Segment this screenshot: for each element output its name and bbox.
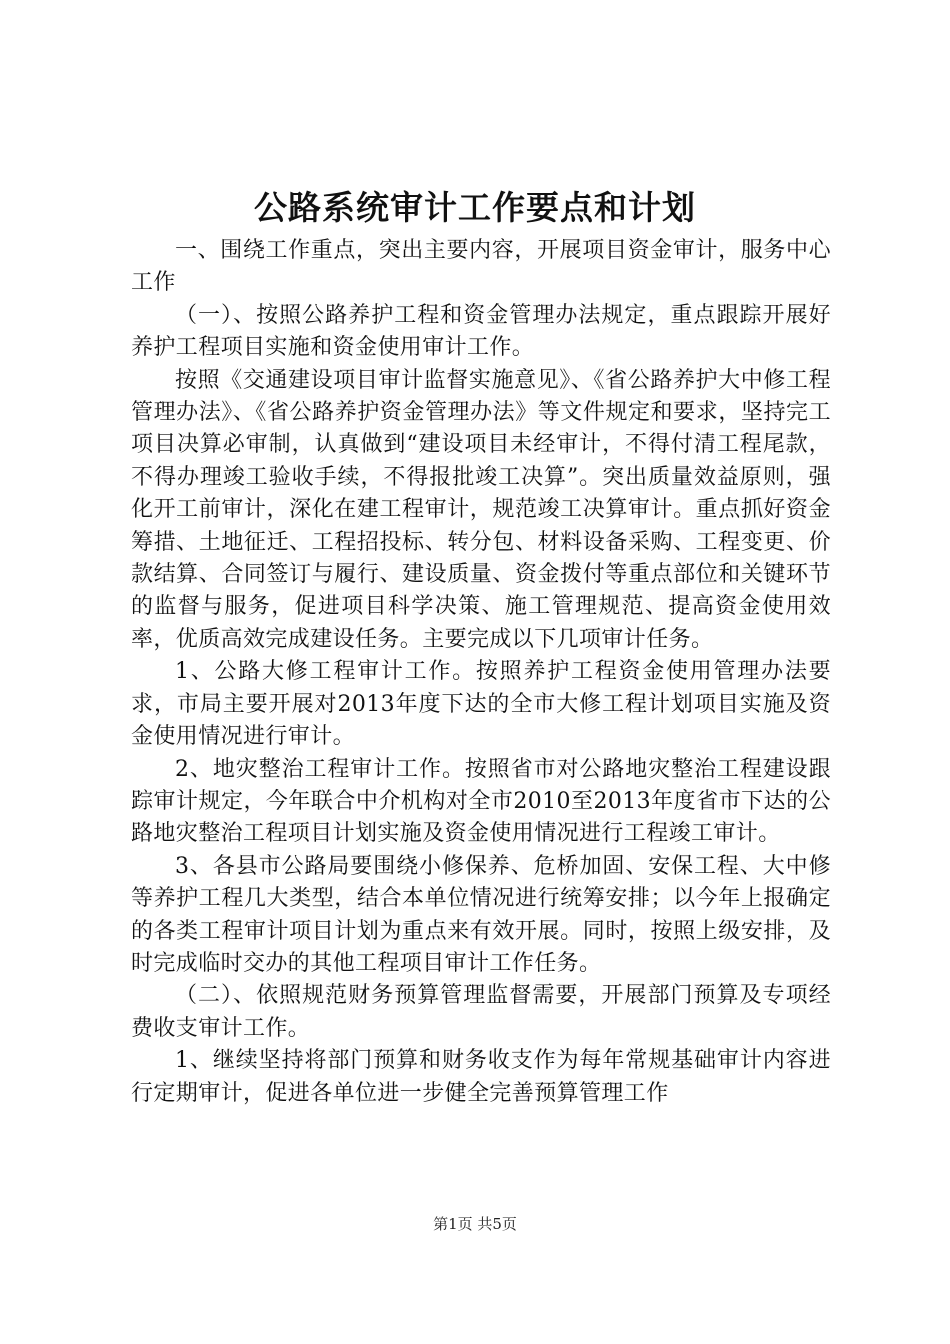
document-body <box>131 235 831 1110</box>
paragraph-item-4: 1、继续坚持将部门预算和财务收支作为每年常规基础审计内容进行定期审计，促进各单位进一步健全完善预算管理工作 <box>131 1048 831 1106</box>
document-title: 公路系统审计工作要点和计划 <box>254 188 696 227</box>
paragraph-item-1: 1、公路大修工程审计工作。按照养护工程资金使用管理办法要求，市局主要开展对2013年度下达的全市大修工程计划项目实施及资金使用情况进行审计。 <box>131 659 831 750</box>
paragraph-item-3: 3、各县市公路局要围绕小修保养、危桥加固、安保工程、大中修等养护工程几大类型，结合本单位情况进行统筹安排；以今年上报确定的各类工程审计项目计划为重点来有效开展。同时，按照上级安排，及时完成临时交办的其他工程项目审计工作任务。 <box>131 853 831 976</box>
paragraph-subsection-2: （二）、依照规范财务预算管理监督需要，开展部门预算及专项经费收支审计工作。 <box>131 983 831 1041</box>
paragraph-subsection-1: （一）、按照公路养护工程和资金管理办法规定，重点跟踪开展好养护工程项目实施和资金使用审计工作。 <box>131 302 831 361</box>
page-footer: 第1页 共5页 <box>433 1215 517 1233</box>
paragraph-section-1: 一、围绕工作重点，突出主要内容，开展项目资金审计，服务中心工作 <box>131 238 831 296</box>
paragraph-requirements: 按照《交通建设项目审计监督实施意见》、《省公路养护大中修工程管理办法》、《省公路养护资金管理办法》等文件规定和要求，坚持完工项目决算必审制，认真做到“建设项目未经审计，不得付清工程尾款，不得办理竣工验收手续，不得报批竣工决算”。突出质量效益原则，强化开工前审计，深化在建工程审计，规范竣工决算审计。重点抓好资金筹措、土地征迁、工程招投标、转分包、材料设备采购、工程变更、价款结算、合同签订与履行、建设质量、资金拨付等重点部位和关键环节的监督与服务，促进项目科学决策、施工管理规范、提高资金使用效率，优质高效完成建设任务。主要完成以下几项审计任务。 <box>131 367 831 652</box>
paragraph-item-2: 2、地灾整治工程审计工作。按照省市对公路地灾整治工程建设跟踪审计规定，今年联合中介机构对全市2010至2013年度省市下达的公路地灾整治工程项目计划实施及资金使用情况进行工程竣工审计。 <box>131 756 831 847</box>
